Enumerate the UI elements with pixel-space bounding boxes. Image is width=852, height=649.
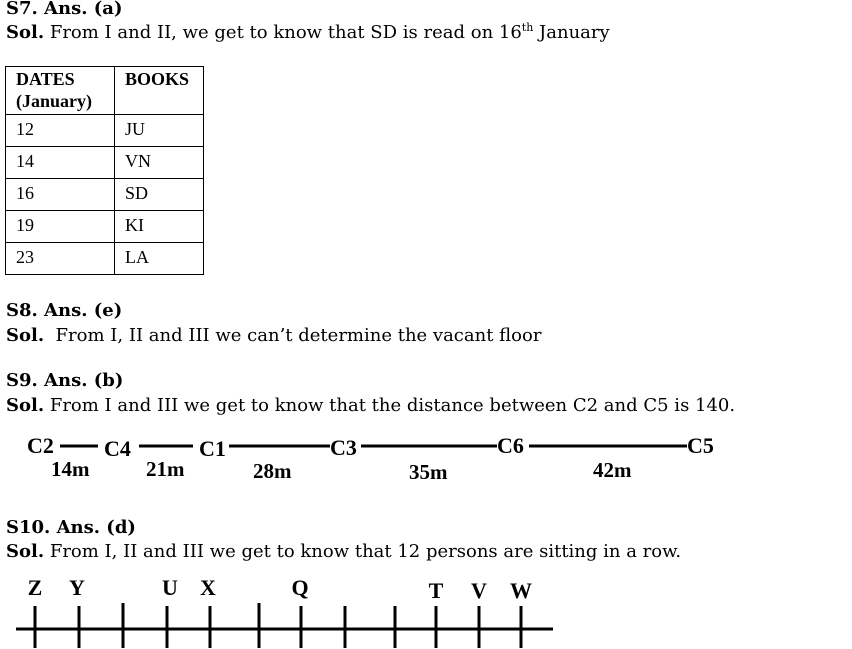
s8-sol-label: Sol. [6, 325, 45, 346]
point-label: C5 [687, 433, 714, 458]
distance-label: 21m [146, 457, 185, 481]
point-label: C3 [330, 435, 357, 460]
cell-date: 14 [6, 147, 115, 179]
s8-heading: S8. Ans. (e) [6, 300, 123, 321]
table-row [6, 179, 204, 211]
seat-label: Z [27, 575, 43, 600]
cell-date: 23 [6, 243, 115, 275]
cell-book: KI [115, 211, 204, 243]
distance-label: 28m [253, 459, 292, 483]
dates-books-table [5, 66, 204, 275]
s10-solution [6, 541, 681, 563]
distance-diagram [0, 425, 852, 490]
cell-date: 12 [6, 115, 115, 147]
seat-label: Y [69, 575, 85, 600]
point-label: C4 [104, 436, 131, 461]
s10-sol-text: From I, II and III we get to know that 12 persons are sitting in a row. [44, 541, 682, 562]
header-books: BOOKS [115, 67, 204, 115]
seat-label: W [510, 578, 532, 603]
seat-label: X [200, 575, 216, 600]
distance-label: 42m [593, 458, 632, 482]
seat-label: U [162, 575, 178, 600]
s8-sol-text: From I, II and III we can’t determine the vacant floor [44, 325, 542, 346]
seat-label: V [471, 578, 487, 603]
s9-sol-label: Sol. [6, 395, 45, 416]
cell-book: LA [115, 243, 204, 275]
seat-label: T [428, 578, 444, 603]
cell-book: JU [115, 115, 204, 147]
s10-heading: S10. Ans. (d) [6, 517, 136, 538]
s8-solution [6, 325, 541, 347]
table-row [6, 243, 204, 275]
table-row [6, 211, 204, 243]
seating-row-diagram [0, 570, 852, 649]
s7-sol-text-after: January [533, 22, 610, 43]
header-dates: DATES (January) [6, 67, 115, 115]
table-row [6, 115, 204, 147]
s10-sol-label: Sol. [6, 541, 45, 562]
s7-sol-text-before: From I and II, we get to know that SD is read on 16 [44, 22, 522, 43]
cell-date: 19 [6, 211, 115, 243]
seat-label: Q [291, 575, 309, 600]
s7-sol-label: Sol. [6, 22, 45, 43]
point-label: C1 [199, 436, 226, 461]
cell-date: 16 [6, 179, 115, 211]
s9-solution [6, 395, 735, 417]
s7-heading: S7. Ans. (a) [6, 0, 123, 19]
cell-book: VN [115, 147, 204, 179]
table-header-row [6, 67, 204, 115]
table-row [6, 147, 204, 179]
s7-solution [6, 22, 610, 44]
point-label: C6 [497, 433, 524, 458]
s7-sol-sup: th [521, 21, 534, 34]
cell-book: SD [115, 179, 204, 211]
distance-label: 14m [51, 457, 90, 481]
distance-label: 35m [409, 460, 448, 484]
point-label: C2 [27, 433, 54, 458]
s9-heading: S9. Ans. (b) [6, 370, 124, 391]
s9-sol-text: From I and III we get to know that the distance between C2 and C5 is 140. [44, 395, 736, 416]
